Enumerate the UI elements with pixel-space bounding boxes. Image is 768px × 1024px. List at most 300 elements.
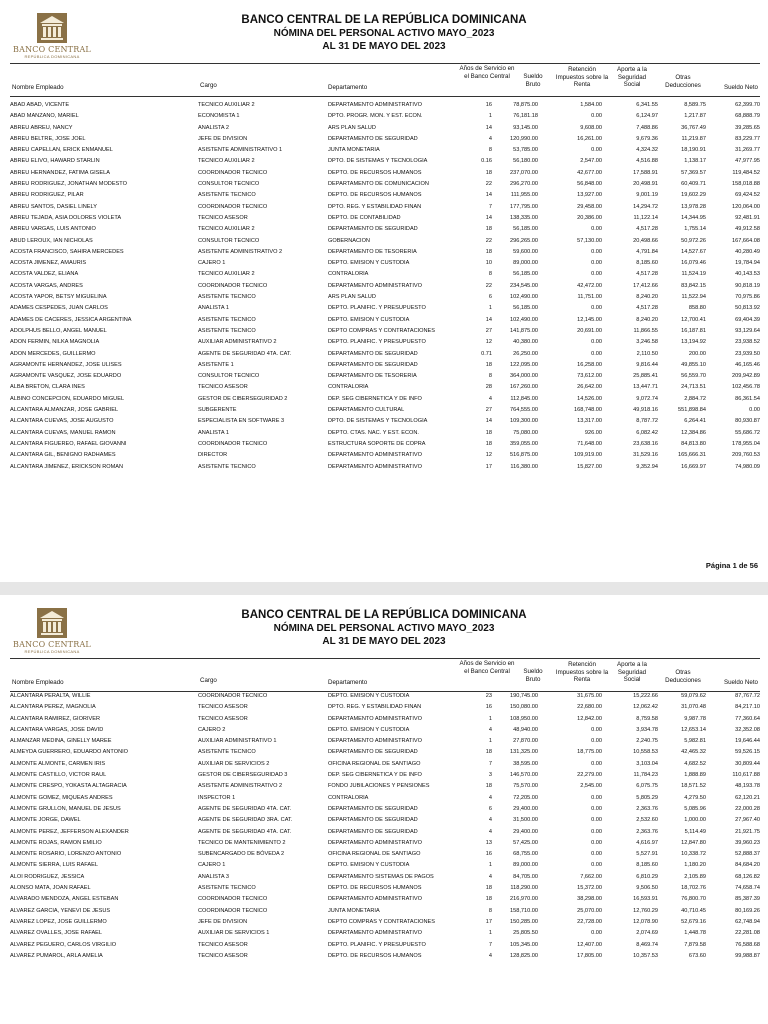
- job-title: ASISTENTE TECNICO: [198, 463, 256, 470]
- years-of-service: 6: [488, 294, 492, 301]
- income-tax: 0.00: [591, 350, 602, 357]
- net-salary: 76,588.68: [735, 941, 760, 948]
- gross-salary: 296,265.00: [510, 237, 538, 244]
- gross-salary: 764,555.00: [510, 407, 538, 414]
- net-salary: 40,143.53: [735, 271, 760, 278]
- years-of-service: 14: [485, 214, 492, 221]
- col-anos: Años de Servicio en el Banco Central: [459, 660, 515, 675]
- social-security: 9,352.94: [636, 463, 658, 470]
- gross-salary: 122,095.00: [510, 361, 538, 368]
- job-title: TECNICO ASESOR: [198, 952, 248, 959]
- years-of-service: 0.16: [481, 158, 492, 165]
- years-of-service: 1: [488, 930, 492, 937]
- other-deductions: 5,114.49: [684, 828, 706, 835]
- net-salary: 167,664.08: [732, 237, 760, 244]
- table-row: [0, 416, 768, 427]
- gross-salary: 27,870.00: [513, 738, 538, 745]
- years-of-service: 8: [488, 271, 492, 278]
- gross-salary: 105,345.00: [510, 941, 538, 948]
- department: DEPARTAMENTO ADMINISTRATIVO: [328, 463, 422, 470]
- table-row: [0, 860, 768, 871]
- other-deductions: 76,800.70: [681, 896, 706, 903]
- other-deductions: 59,079.62: [681, 693, 706, 699]
- income-tax: 109,919.00: [574, 452, 602, 459]
- employee-name: ALMONTE ROJAS, RAMON EMILIO: [10, 839, 102, 846]
- employee-name: ALMONTE ALMONTE, CARMEN IRIS: [10, 760, 106, 767]
- income-tax: 0.00: [591, 271, 602, 278]
- other-deductions: 83,842.15: [681, 282, 706, 289]
- years-of-service: 18: [485, 783, 492, 790]
- department: DEP. SEG CIBERNETICA Y DE INFO: [328, 395, 422, 402]
- net-salary: 19,646.44: [735, 738, 760, 745]
- department: DEPARTAMENTO DE SEGURIDAD: [328, 226, 418, 233]
- net-salary: 32,352.08: [735, 726, 760, 733]
- income-tax: 0.00: [591, 930, 602, 937]
- other-deductions: 16,669.97: [681, 463, 706, 470]
- net-salary: 77,360.64: [735, 715, 760, 722]
- gross-salary: 31,500.00: [513, 817, 538, 824]
- employee-name: ABREU SANTOS, DASIEL LINELY: [10, 203, 97, 210]
- social-security: 2,074.69: [636, 930, 658, 937]
- years-of-service: 18: [485, 226, 492, 233]
- other-deductions: 56,559.70: [681, 373, 706, 380]
- gross-salary: 146,570.00: [510, 772, 538, 779]
- income-tax: 2,545.00: [580, 783, 602, 790]
- page-number: Página 1 de 56: [705, 561, 758, 570]
- employee-name: ABREU RODRIGUEZ, PILAR: [10, 192, 84, 199]
- net-salary: 86,361.54: [735, 395, 760, 402]
- social-security: 31,529.16: [633, 452, 658, 459]
- employee-name: ALMONTE CRESPO, YOKASTA ALTAGRACIA: [10, 783, 127, 790]
- social-security: 9,001.19: [636, 192, 658, 199]
- social-security: 4,517.28: [636, 271, 658, 278]
- social-security: 4,791.84: [636, 248, 658, 255]
- social-security: 3,934.78: [636, 726, 658, 733]
- gross-salary: 237,070.00: [510, 169, 538, 176]
- employee-name: AGRAMONTE VASQUEZ, JOSE EDUARDO: [10, 373, 122, 380]
- social-security: 8,240.20: [636, 316, 658, 323]
- years-of-service: 1: [488, 113, 492, 120]
- years-of-service: 14: [485, 316, 492, 323]
- income-tax: 16,258.00: [577, 361, 602, 368]
- other-deductions: 60,409.71: [681, 181, 706, 188]
- income-tax: 7,662.00: [580, 873, 602, 880]
- income-tax: 57,130.00: [577, 237, 602, 244]
- income-tax: 1,584.00: [580, 102, 602, 108]
- years-of-service: 8: [488, 907, 492, 914]
- gross-salary: 89,000.00: [513, 260, 538, 267]
- income-tax: 12,145.00: [577, 316, 602, 323]
- years-of-service: 3: [488, 772, 492, 779]
- report-subtitle: NÓMINA DEL PERSONAL ACTIVO MAYO_2023: [273, 28, 495, 39]
- table-row: [0, 940, 768, 951]
- gross-salary: 29,400.00: [513, 805, 538, 812]
- years-of-service: 12: [485, 339, 492, 346]
- table-row: [0, 917, 768, 928]
- table-row: [0, 382, 768, 393]
- social-security: 4,516.88: [636, 158, 658, 165]
- social-security: 6,341.55: [636, 102, 658, 108]
- job-title: TECNICO ASESOR: [198, 715, 248, 722]
- income-tax: 73,612.00: [577, 373, 602, 380]
- job-title: JEFE DE DIVISION: [198, 135, 248, 142]
- employee-name: ALVAREZ GARCIA, YENEVI DE JESUS: [10, 907, 111, 914]
- net-salary: 85,387.39: [735, 896, 760, 903]
- other-deductions: 13,978.28: [681, 203, 706, 210]
- table-row: [0, 770, 768, 781]
- department: DEPTO COMPRAS Y CONTRATACIONES: [328, 918, 436, 925]
- net-salary: 23,939.50: [735, 350, 760, 357]
- income-tax: 12,842.00: [577, 715, 602, 722]
- social-security: 7,488.86: [636, 124, 658, 131]
- other-deductions: 24,713.51: [681, 384, 706, 391]
- table-row: [0, 951, 768, 962]
- social-security: 2,363.76: [636, 805, 658, 812]
- other-deductions: 31,070.48: [681, 704, 706, 711]
- job-title: ASISTENTE TECNICO: [198, 294, 256, 301]
- net-salary: 80,930.87: [735, 418, 760, 425]
- social-security: 6,082.42: [636, 429, 658, 436]
- employee-name: AGRAMONTE HERNANDEZ, JOSE ULISES: [10, 361, 122, 368]
- income-tax: 31,675.00: [577, 693, 602, 699]
- department: DEPARTAMENTO DE SEGURIDAD: [328, 135, 418, 142]
- column-headers: [0, 659, 768, 691]
- table-row: [0, 202, 768, 213]
- job-title: CONSULTOR TECNICO: [198, 181, 260, 188]
- table-row: [0, 725, 768, 736]
- table-row: [0, 349, 768, 360]
- employee-name: ALCANTARA FIGUEREO, RAFAEL GIOVANNI: [10, 440, 127, 447]
- table-row: [0, 281, 768, 292]
- income-tax: 71,648.00: [577, 440, 602, 447]
- table-row: [0, 405, 768, 416]
- department: DEPARTAMENTO ADMINISTRATIVO: [328, 930, 422, 937]
- job-title: TECNICO AUXILIAR 2: [198, 226, 255, 233]
- department: DPTO. REG. Y ESTABILIDAD FINAN: [328, 203, 422, 210]
- social-security: 12,078.90: [633, 918, 658, 925]
- gross-salary: 234,545.00: [510, 282, 538, 289]
- years-of-service: 18: [485, 440, 492, 447]
- table-row: [0, 439, 768, 450]
- employee-name: ALVAREZ OVALLES, JOSE RAFAEL: [10, 930, 103, 937]
- table-row: [0, 872, 768, 883]
- department: DEPARTAMENTO ADMINISTRATIVO: [328, 282, 422, 289]
- job-title: SUBENCARGADO DE BÓVEDA 2: [198, 851, 285, 858]
- table-row: [0, 714, 768, 725]
- other-deductions: 52,679.16: [681, 918, 706, 925]
- employee-name: ADAMES DE CACERES, JESSICA ARGENTINA: [10, 316, 132, 323]
- page-separator: [0, 582, 768, 595]
- job-title: CAJERO 1: [198, 260, 226, 267]
- col-otras: Otras Deducciones: [665, 669, 701, 684]
- job-title: AUXILIAR DE SERVICIOS 2: [198, 760, 270, 767]
- social-security: 8,240.20: [636, 294, 658, 301]
- report-subtitle: NÓMINA DEL PERSONAL ACTIVO MAYO_2023: [273, 623, 495, 634]
- net-salary: 52,888.37: [735, 851, 760, 858]
- job-title: ANALISTA 3: [198, 873, 229, 880]
- net-salary: 69,424.52: [735, 192, 760, 199]
- gross-salary: 141,875.00: [510, 327, 538, 334]
- net-salary: 59,526.15: [735, 749, 760, 756]
- income-tax: 2,547.00: [580, 158, 602, 165]
- department: DEPARTAMENTO DE SEGURIDAD: [328, 817, 418, 824]
- job-title: ASISTENTE ADMINISTRATIVO 2: [198, 248, 283, 255]
- social-security: 15,222.66: [633, 693, 658, 699]
- years-of-service: 18: [485, 429, 492, 436]
- employee-name: ALCANTARA GIL, BENIGNO RADHAMES: [10, 452, 116, 459]
- gross-salary: 40,380.00: [513, 339, 538, 346]
- col-cargo: Cargo: [200, 677, 217, 684]
- job-title: TECNICO DE MANTENIMIENTO 2: [198, 839, 286, 846]
- other-deductions: 12,384.86: [681, 429, 706, 436]
- net-salary: 39,960.23: [735, 839, 760, 846]
- net-salary: 40,280.49: [735, 248, 760, 255]
- table-row: [0, 337, 768, 348]
- social-security: 6,075.75: [636, 783, 658, 790]
- net-salary: 178,955.04: [732, 440, 760, 447]
- other-deductions: 16,187.81: [681, 327, 706, 334]
- net-salary: 23,938.52: [735, 339, 760, 346]
- table-row: [0, 906, 768, 917]
- years-of-service: 1: [488, 862, 492, 869]
- other-deductions: 11,522.94: [681, 294, 706, 301]
- job-title: CAJERO 1: [198, 862, 226, 869]
- years-of-service: 7: [488, 760, 492, 767]
- employee-name: ADOLPHUS BELLO, ANGEL MANUEL: [10, 327, 107, 334]
- department: DEPARTAMENTO DE SEGURIDAD: [328, 350, 418, 357]
- income-tax: 0.00: [591, 828, 602, 835]
- other-deductions: 4,279.50: [684, 794, 706, 801]
- gross-salary: 116,380.00: [510, 463, 538, 470]
- other-deductions: 4,682.52: [684, 760, 706, 767]
- social-security: 9,506.50: [636, 885, 658, 892]
- income-tax: 38,298.00: [577, 896, 602, 903]
- net-salary: 120,064.00: [732, 203, 760, 210]
- years-of-service: 22: [485, 181, 492, 188]
- income-tax: 9,608.00: [580, 124, 602, 131]
- net-salary: 70,975.86: [735, 294, 760, 301]
- job-title: GESTOR DE CIBERSEGURIDAD 2: [198, 395, 288, 402]
- table-row: [0, 111, 768, 122]
- other-deductions: 1,138.17: [684, 158, 706, 165]
- employee-name: ALMONTE GOMEZ, MIQUEAS ANDRES: [10, 794, 113, 801]
- social-security: 12,062.42: [633, 704, 658, 711]
- other-deductions: 200.00: [688, 350, 706, 357]
- other-deductions: 673.60: [688, 952, 706, 959]
- job-title: TECNICO AUXILIAR 2: [198, 102, 255, 108]
- gross-salary: 56,180.00: [513, 158, 538, 165]
- income-tax: 17,805.00: [577, 952, 602, 959]
- income-tax: 26,642.00: [577, 384, 602, 391]
- years-of-service: 1: [488, 305, 492, 312]
- table-row: [0, 156, 768, 167]
- department: DPTO. DE SISTEMAS Y TECNOLOGIA: [328, 158, 428, 165]
- employee-name: ALMANZAR MEDINA, GINELLY MAREE: [10, 738, 112, 745]
- report-date: AL 31 DE MAYO DEL 2023: [322, 41, 446, 52]
- net-salary: 21,921.75: [735, 828, 760, 835]
- net-salary: 90,818.19: [735, 282, 760, 289]
- other-deductions: 11,524.19: [681, 271, 706, 278]
- gross-salary: 56,185.00: [513, 271, 538, 278]
- gross-salary: 190,745.00: [510, 693, 538, 699]
- income-tax: 42,472.00: [577, 282, 602, 289]
- years-of-service: 16: [485, 102, 492, 108]
- job-title: AGENTE DE SEGURIDAD 4TA. CAT.: [198, 350, 292, 357]
- gross-salary: 102,490.00: [510, 294, 538, 301]
- job-title: AUXILIAR ADMINISTRATIVO 1: [198, 738, 277, 745]
- gross-salary: 364,000.00: [510, 373, 538, 380]
- years-of-service: 18: [485, 169, 492, 176]
- department: DEPTO. EMISION Y CUSTODIA: [328, 726, 410, 733]
- job-title: AUXILIAR DE SERVICIOS 1: [198, 930, 270, 937]
- employee-name: ALMONTE JORGE, DAWEL: [10, 817, 81, 824]
- department: DEPTO. DE RECURSOS HUMANOS: [328, 192, 422, 199]
- job-title: CONSULTOR TECNICO: [198, 373, 260, 380]
- years-of-service: 14: [485, 418, 492, 425]
- employee-name: ACOSTA VALDEZ, ELIANA: [10, 271, 79, 278]
- social-security: 2,532.60: [636, 817, 658, 824]
- gross-salary: 78,875.00: [513, 102, 538, 108]
- years-of-service: 4: [488, 794, 492, 801]
- social-security: 11,122.14: [633, 214, 658, 221]
- table-row: [0, 759, 768, 770]
- gross-salary: 150,285.00: [510, 918, 538, 925]
- col-departamento: Departamento: [328, 679, 368, 686]
- gross-salary: 38,595.00: [513, 760, 538, 767]
- col-sueldo-neto: Sueldo Neto: [723, 679, 758, 686]
- table-row: [0, 224, 768, 235]
- table-row: [0, 928, 768, 939]
- table-row: [0, 292, 768, 303]
- net-salary: 158,018.88: [732, 181, 760, 188]
- years-of-service: 8: [488, 147, 492, 154]
- department: DEPTO. DE RECURSOS HUMANOS: [328, 952, 422, 959]
- income-tax: 56,848.00: [577, 181, 602, 188]
- table-row: [0, 360, 768, 371]
- employee-name: ALONSO MATA, JOAN RAFAEL: [10, 885, 91, 892]
- social-security: 16,593.91: [633, 896, 658, 903]
- years-of-service: 10: [485, 260, 492, 267]
- department: DEPARTAMENTO DE SEGURIDAD: [328, 361, 418, 368]
- table-row: [0, 303, 768, 314]
- social-security: 23,638.16: [633, 440, 658, 447]
- years-of-service: 18: [485, 248, 492, 255]
- net-salary: 84,217.10: [735, 704, 760, 711]
- table-row: [0, 838, 768, 849]
- employee-table-page-2: [0, 691, 768, 962]
- income-tax: 12,407.00: [577, 941, 602, 948]
- other-deductions: 1,755.14: [684, 226, 706, 233]
- gross-salary: 68,755.00: [513, 851, 538, 858]
- other-deductions: 10,338.72: [681, 851, 706, 858]
- other-deductions: 50,972.26: [681, 237, 706, 244]
- net-salary: 22,281.08: [735, 930, 760, 937]
- gross-salary: 29,400.00: [513, 828, 538, 835]
- other-deductions: 2,884.72: [684, 395, 706, 402]
- job-title: AGENTE DE SEGURIDAD 3RA. CAT.: [198, 817, 293, 824]
- years-of-service: 4: [488, 873, 492, 880]
- other-deductions: 1,217.87: [684, 113, 706, 120]
- job-title: ANALISTA 1: [198, 429, 229, 436]
- employee-name: ABREU TEJADA, ASIA DOLORES VIOLETA: [10, 214, 122, 221]
- gross-salary: 53,785.00: [513, 147, 538, 154]
- net-salary: 48,193.78: [735, 783, 760, 790]
- job-title: COORDINADOR TECNICO: [198, 169, 268, 176]
- table-row: [0, 702, 768, 713]
- social-security: 11,784.23: [633, 772, 658, 779]
- years-of-service: 12: [485, 452, 492, 459]
- job-title: AGENTE DE SEGURIDAD 4TA. CAT.: [198, 805, 292, 812]
- employee-name: ACOSTA JIMENEZ, AMAURIS: [10, 260, 87, 267]
- income-tax: 0.00: [591, 147, 602, 154]
- net-salary: 84,684.20: [735, 862, 760, 869]
- net-salary: 39,285.65: [735, 124, 760, 131]
- department: DEPTO. PLANIFIC. Y PRESUPUESTO: [328, 941, 426, 948]
- table-row: [0, 134, 768, 145]
- col-aporte: Aporte a la Seguridad Social: [617, 661, 647, 683]
- table-row: [0, 258, 768, 269]
- gross-salary: 56,185.00: [513, 226, 538, 233]
- social-security: 10,558.53: [633, 749, 658, 756]
- header-bottom-rule: [10, 96, 760, 97]
- employee-name: ABAD MANZANO, MARIEL: [10, 113, 79, 120]
- social-security: 3,103.04: [636, 760, 658, 767]
- social-security: 10,357.53: [633, 952, 658, 959]
- department: DEPARTAMENTO DE COMUNICACION: [328, 181, 429, 188]
- employee-name: ADON FERMIN, NILKA MAGNOLIA: [10, 339, 100, 346]
- years-of-service: 1: [488, 715, 492, 722]
- job-title: COORDINADOR TECNICO: [198, 440, 268, 447]
- social-security: 5,527.91: [636, 851, 658, 858]
- social-security: 8,185.60: [636, 862, 658, 869]
- other-deductions: 57,369.57: [681, 169, 706, 176]
- employee-name: ALBINO CONCEPCION, EDUARDO MIGUEL: [10, 395, 125, 402]
- income-tax: 20,386.00: [577, 214, 602, 221]
- years-of-service: 8: [488, 373, 492, 380]
- table-row: [0, 781, 768, 792]
- other-deductions: 14,527.67: [681, 248, 706, 255]
- table-row: [0, 747, 768, 758]
- logo-name: BANCO CENTRAL: [13, 640, 91, 649]
- net-salary: 92,481.91: [735, 214, 760, 221]
- years-of-service: 14: [485, 192, 492, 199]
- net-salary: 47,977.95: [735, 158, 760, 165]
- other-deductions: 14,344.95: [681, 214, 706, 221]
- job-title: CONSULTOR TECNICO: [198, 237, 260, 244]
- net-salary: 80,169.26: [735, 907, 760, 914]
- net-salary: 62,120.21: [735, 794, 760, 801]
- department: JUNTA MONETARIA: [328, 147, 380, 154]
- department: DEPARTAMENTO DE SEGURIDAD: [328, 828, 418, 835]
- department: DEPTO COMPRAS Y CONTRATACIONES: [328, 327, 436, 334]
- employee-name: ABREU BELTRE, JOSE JOEL: [10, 135, 86, 142]
- job-title: TECNICO AUXILIAR 2: [198, 271, 255, 278]
- department: DEPTO. EMISION Y CUSTODIA: [328, 693, 410, 699]
- job-title: COORDINADOR TECNICO: [198, 693, 268, 699]
- department: CONTRALORIA: [328, 271, 369, 278]
- table-row: [0, 213, 768, 224]
- table-row: [0, 394, 768, 405]
- col-nombre: Nombre Empleado: [12, 84, 64, 91]
- social-security: 11,866.55: [633, 327, 658, 334]
- department: DEPTO. PLANIFIC. Y PRESUPUESTO: [328, 339, 426, 346]
- other-deductions: 12,847.80: [681, 839, 706, 846]
- logo-subtitle: REPÚBLICA DOMINICANA: [24, 54, 80, 59]
- job-title: ASISTENTE TECNICO: [198, 885, 256, 892]
- other-deductions: 13,194.92: [681, 339, 706, 346]
- income-tax: 0.00: [591, 805, 602, 812]
- gross-salary: 120,990.00: [510, 135, 538, 142]
